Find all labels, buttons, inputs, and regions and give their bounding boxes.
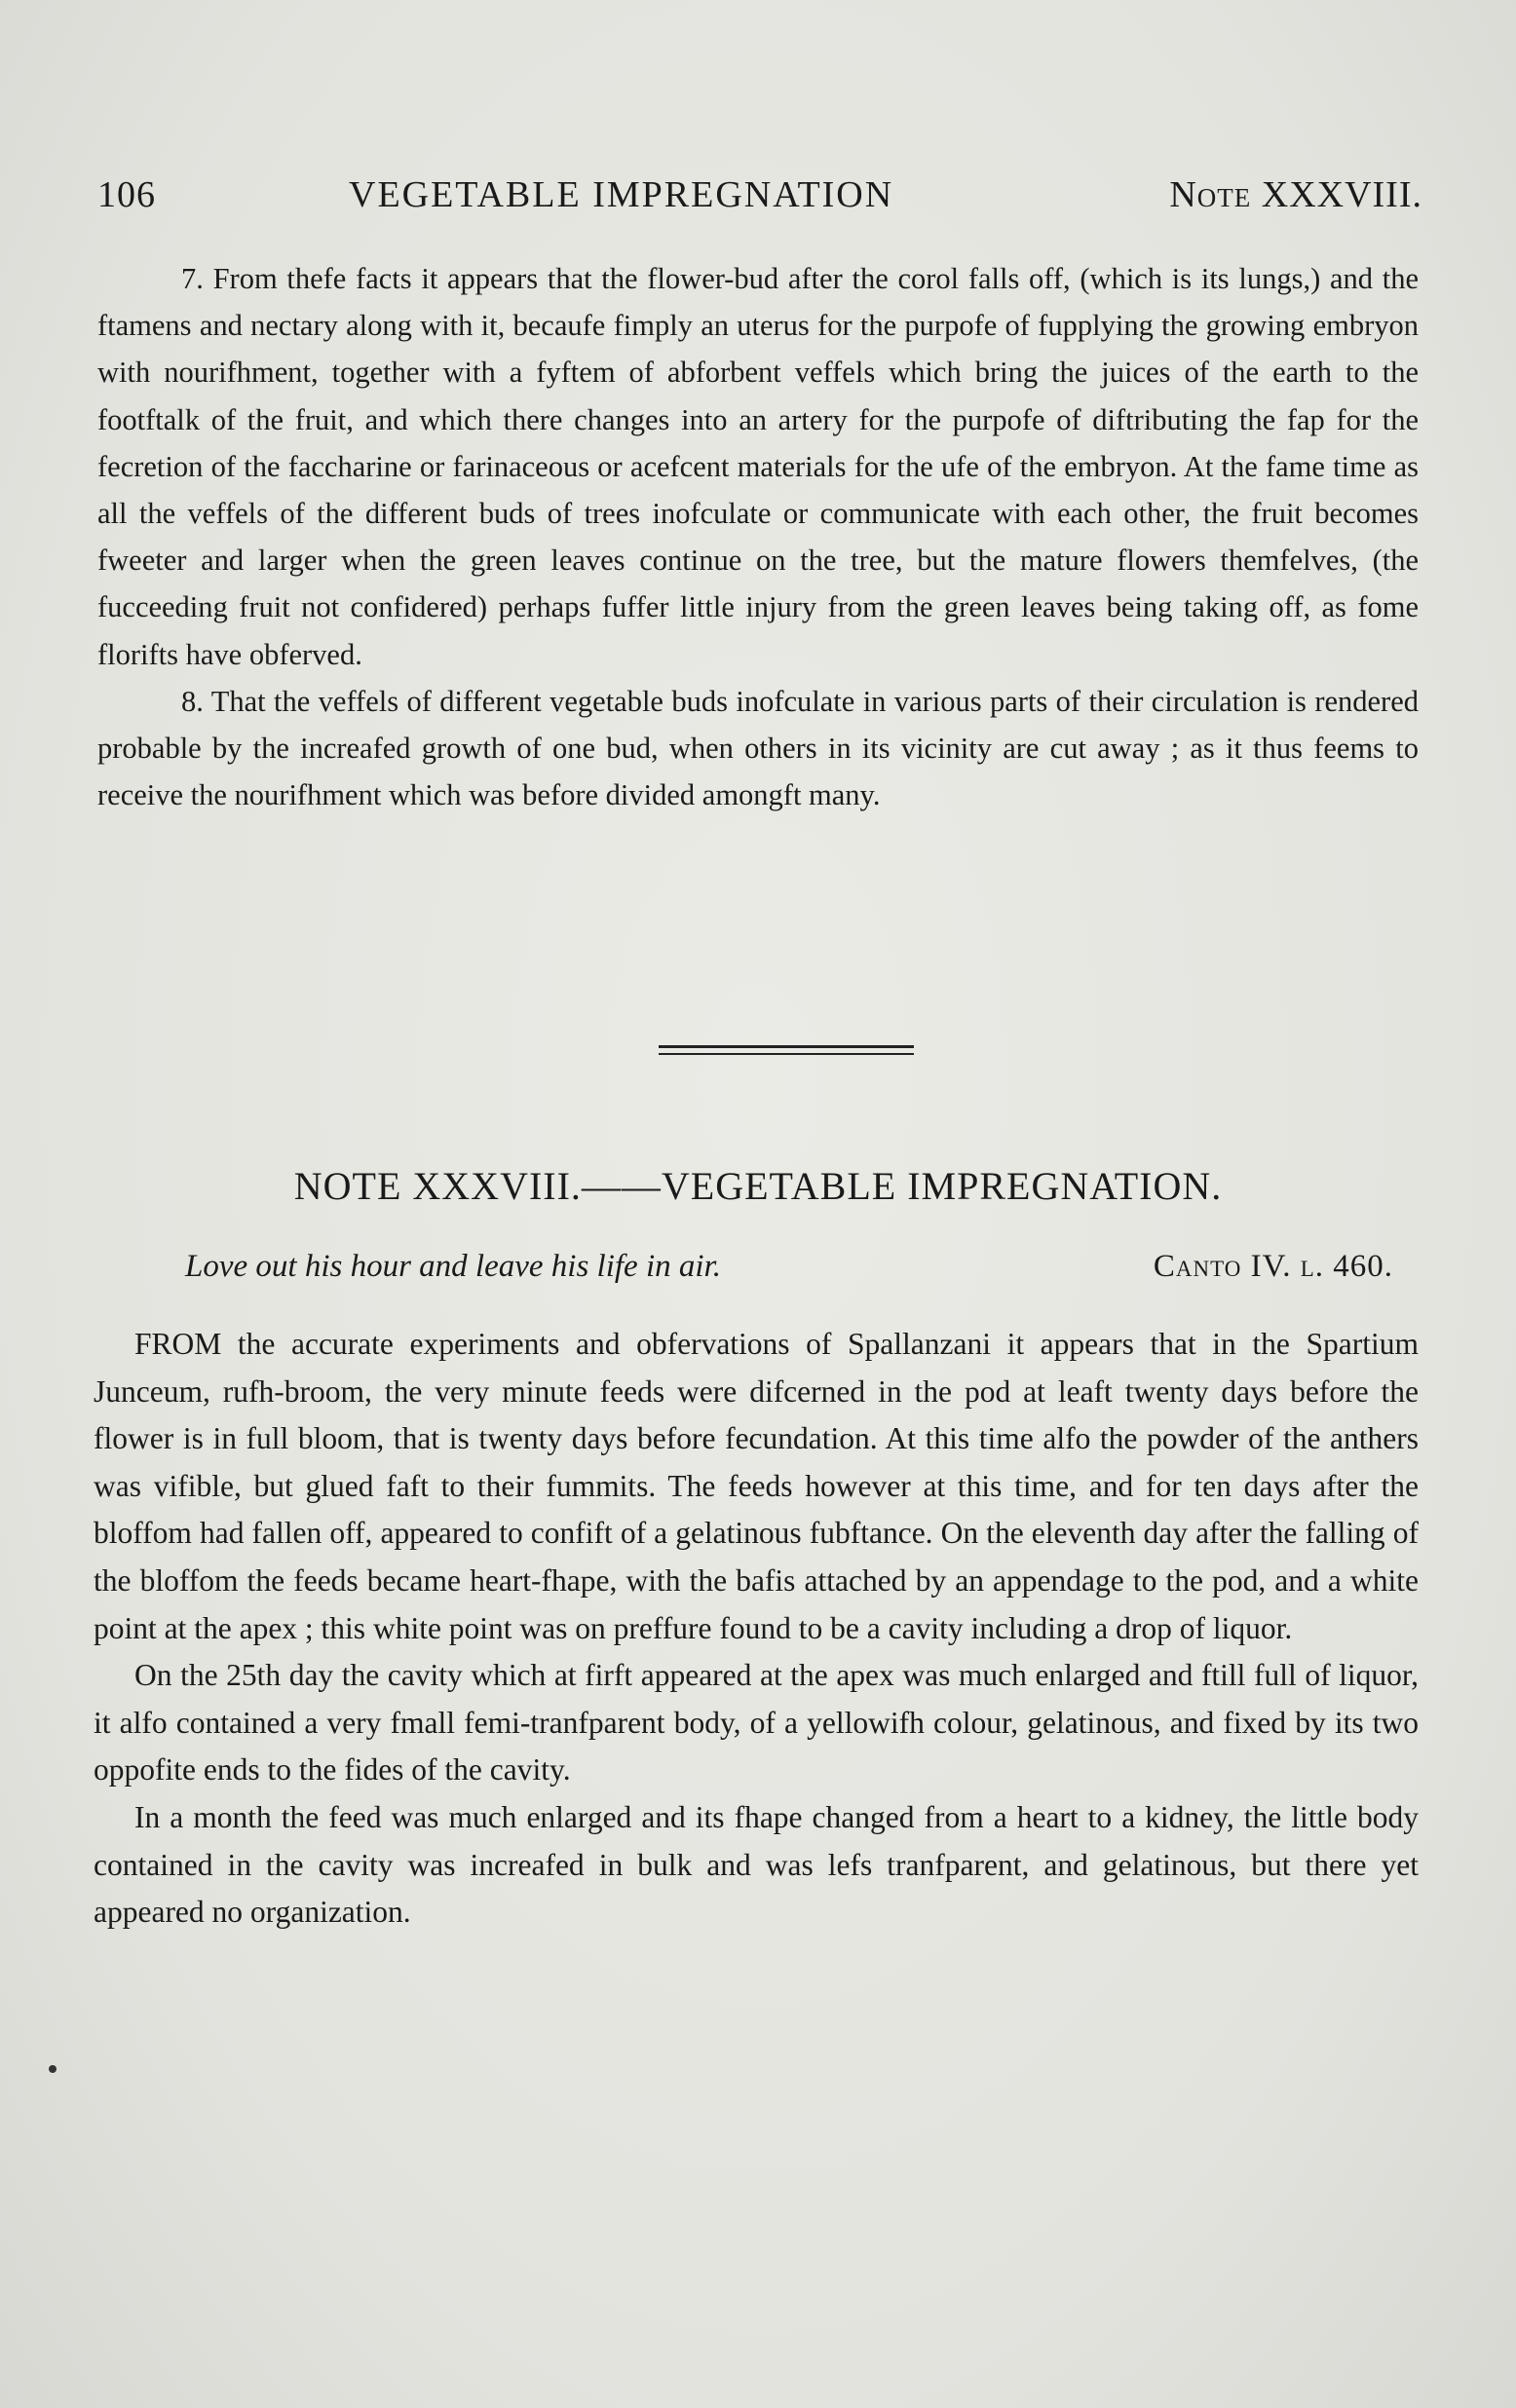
continued-text (97, 255, 1419, 818)
ink-speck (49, 2065, 57, 2073)
section-divider-top (659, 1045, 914, 1048)
epigraph-quote: Love out his hour and leave his life in air. (185, 1249, 721, 1284)
epigraph-line (185, 1249, 1393, 1298)
paragraph: 8. That the veffels of different vegetable buds inofculate in various parts of their circulation is rendered probable by the increafed growth of one bud, when others in its vicinity are cut away ; as it thus feems to receive the nourifhment which was before divided amongft many. (97, 684, 1419, 812)
section-body (94, 1321, 1419, 1937)
section-heading: NOTE XXXVIII.——VEGETABLE IMPREGNATION. (293, 1164, 1223, 1208)
page-number: 106 (97, 174, 156, 215)
canto-citation: Canto IV. l. 460. (1153, 1249, 1393, 1284)
paragraph: On the 25th day the cavity which at firft appeared at the apex was much enlarged and ftill full of liquor, it alfo contained a very fmall femi-tranfparent body, of a yellowifh colour, gelatinous, and fixed by its two oppofite ends to the fides of the cavity. (94, 1658, 1419, 1787)
running-title: VEGETABLE IMPREGNATION (349, 174, 894, 215)
paragraph: In a month the feed was much enlarged and its fhape changed from a heart to a kidney, the little body contained in the cavity was increafed in bulk and was lefs tranfparent, and gelatinous, but there yet appeared no organization. (94, 1799, 1419, 1930)
running-header (97, 173, 1422, 228)
note-label: Note XXXVIII. (1169, 174, 1422, 215)
paragraph: FROM the accurate experiments and obfervations of Spallanzani it appears that in the Spartium Junceum, rufh-broom, the very minute feeds were difcerned in the pod at leaft twenty days before the flower is in full bloom, that is twenty days before fecundation. At this time alfo the powder of the anthers was vifible, but glued faft to their fummits. The feeds however at this time, and for ten days after the bloffom had fallen off, appeared to confift of a gelatinous fubftance. On the eleventh day after the falling of the bloffom the feeds became heart-fhape, with the bafis attached by an appendage to the pod, and a white point at the apex ; this white point was on preffure found to be a cavity including a drop of liquor. (94, 1327, 1419, 1645)
paragraph: 7. From thefe facts it appears that the flower-bud after the corol falls off, (which is its lungs,) and the ftamens and nectary along with it, becaufe fimply an uterus for the purpofe of fupplying the growing embryon with nourifhment, together with a fyftem of abforbent veffels which bring the juices of the earth to the footftalk of the fruit, and which there changes into an artery for the purpofe of diftributing the fap for the fecretion of the faccharine or farinaceous or acefcent materials for the ufe of the embryon. At the fame time as all the veffels of the different buds of trees inofculate or communicate with each other, the fruit becomes fweeter and larger when the green leaves continue on the tree, but the mature flowers themfelves, (the fucceeding fruit not confidered) perhaps fuffer little injury from the green leaves being taking off, as fome florifts have obferved. (97, 262, 1419, 671)
section-divider-bottom (659, 1053, 914, 1055)
